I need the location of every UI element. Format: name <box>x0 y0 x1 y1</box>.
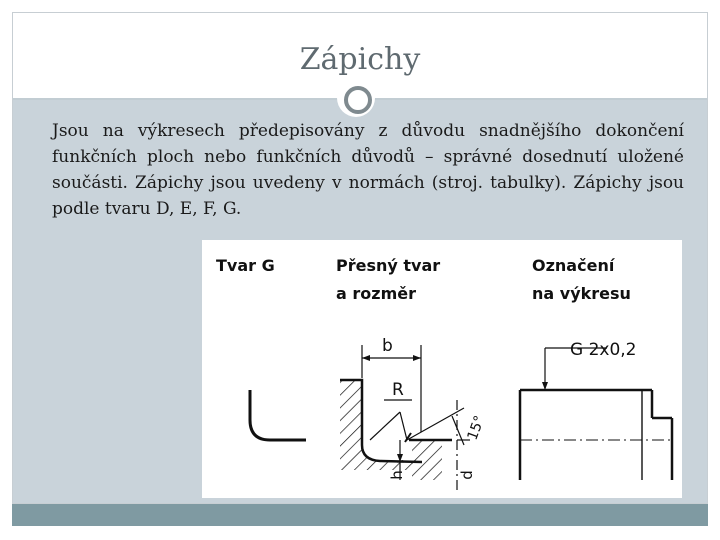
slide-title: Zápichy <box>299 42 421 77</box>
dimension-b-label: b <box>382 336 393 356</box>
header-marking-2: na výkresu <box>532 284 631 303</box>
section-detail <box>340 345 464 480</box>
body-text: Jsou na výkresech předepisovány z důvodu snadnějšího dokončení funkčních ploch nebo funkčních důvodů – správné dosednutí uložené součásti. Zápichy jsou uvedeny v normách (stroj. tabulky). Zápichy jsou podle tvaru D, E, F, G. <box>52 121 684 219</box>
shaft-drawing <box>457 348 672 490</box>
dimension-h-label: h <box>387 470 406 480</box>
header-shape: Tvar G <box>216 256 275 275</box>
undercut-figure <box>202 240 682 498</box>
angle-label: 15° <box>464 413 489 443</box>
header-precise-shape-1: Přesný tvar <box>336 256 441 275</box>
undercut-callout: G 2x0,2 <box>570 340 637 360</box>
technical-drawing <box>202 240 682 498</box>
dimension-d-label: d <box>457 470 476 480</box>
dimension-r-label: R <box>392 380 404 400</box>
header-marking-1: Označení <box>532 256 615 275</box>
footer-bar <box>12 504 708 526</box>
header-precise-shape-2: a rozměr <box>336 284 416 303</box>
profile-shape-left <box>250 390 306 440</box>
